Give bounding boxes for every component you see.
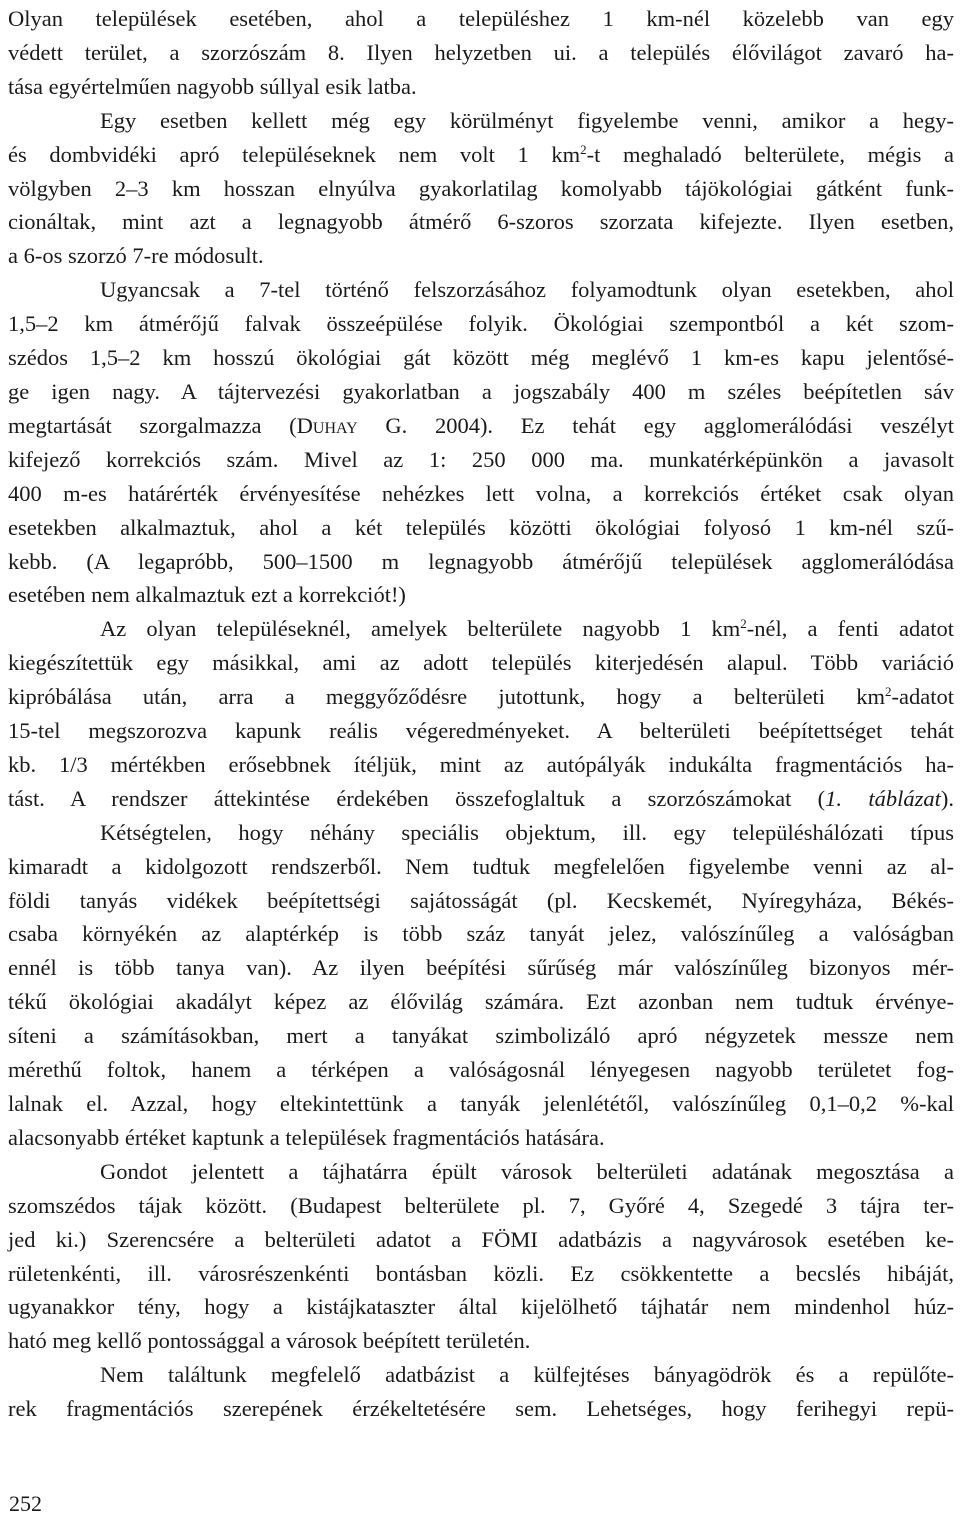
page-number: 252: [9, 1491, 42, 1516]
text-line: ge igen nagy. A tájtervezési gyakorlatban a jogszabály 400 m széles beépítetlen sáv: [8, 378, 954, 404]
text-line: csaba környékén az alaptérkép is több száz tanyát jelez, valószínűleg a valóságban: [8, 921, 954, 947]
text-line: földi tanyás vidékek beépítettségi sajátosságát (pl. Kecskemét, Nyíregyháza, Békés-: [8, 887, 954, 913]
paragraph: [8, 2, 954, 104]
paragraph: [8, 273, 954, 612]
text-line: szomszédos tájak között. (Budapest belterülete pl. 7, Győré 4, Szegedé 3 tájra ter-: [8, 1192, 954, 1218]
text-line: mérethű foltok, hanem a térképen a valóságosnál lényegesen nagyobb területet fog-: [8, 1057, 954, 1083]
text-line: Egy esetben kellett még egy körülményt figyelembe venni, amikor a hegy-: [100, 107, 954, 133]
text-line: kebb. (A legapróbb, 500–1500 m legnagyobb átmérőjű települések agglomerálódása: [8, 548, 954, 574]
text-line: kiegészítettük egy másikkal, ami az adott település kiterjedésén alapul. Több variáció: [8, 650, 954, 676]
text-line: 15-tel megszorozva kapunk reális végeredményeket. A belterületi beépítettséget tehát: [8, 718, 954, 744]
text-line: ható meg kellő pontossággal a városok beépített területén.: [8, 1328, 531, 1354]
text-line: ennél is több tanya van). Az ilyen beépítési sűrűség már valószínűleg bizonyos mér-: [8, 955, 954, 981]
text-line: 1,5–2 km átmérőjű falvak összeépülése folyik. Ökológiai szempontból a két szom-: [8, 311, 954, 337]
text-line: Gondot jelentett a tájhatárra épült városok belterületi adatának megosztása a: [100, 1158, 954, 1184]
text-line: kifejező korrekciós szám. Mivel az 1: 250 000 ma. munkatérképünkön a javasolt: [8, 446, 954, 472]
text-line: kimaradt a kidolgozott rendszerből. Nem tudtuk megfelelően figyelembe venni az al-: [8, 853, 954, 879]
text-line: Ugyancsak a 7-tel történő felszorzásához folyamodtunk olyan esetekben, ahol: [100, 277, 954, 303]
text-line: völgyben 2–3 km hosszan elnyúlva gyakorlatilag komolyabb tájökológiai gátként funk-: [8, 175, 954, 201]
paragraph: [8, 816, 954, 1155]
text-line: megtartását szorgalmazza (Duhay G. 2004). Ez tehát egy agglomerálódási veszélyt: [8, 412, 954, 438]
text-line: a 6-os szorzó 7-re módosult.: [8, 243, 264, 269]
text-line: és dombvidéki apró településeknek nem volt 1 $km^2-t$ meghaladó belterülete, mégis a: [8, 141, 954, 167]
paragraph: [8, 1358, 954, 1426]
text-line: 400 m-es határérték érvényesítése nehézkes lett volna, a korrekciós értéket csak olyan: [8, 480, 954, 506]
text-line: jed ki.) Szerencsére a belterületi adatot a FÖMI adatbázis a nagyvárosok esetében ke-: [8, 1226, 954, 1252]
text-line: alacsonyabb értéket kaptunk a települések fragmentációs hatására.: [8, 1124, 605, 1150]
text-line: tást. A rendszer áttekintése érdekében összefoglaltuk a szorzószámokat (1. táblázat).: [8, 785, 954, 811]
text-line: lalnak el. Azzal, hogy eltekintettünk a tanyák jelenlététől, valószínűleg 0,1–0,2 %-kal: [8, 1091, 954, 1116]
text-line: ugyanakkor tény, hogy a kistájkataszter által kijelölhető tájhatár nem mindenhol húz-: [8, 1294, 954, 1320]
text-line: szédos 1,5–2 km hosszú ökológiai gát között még meglévő 1 km-es kapu jelentősé-: [8, 345, 954, 371]
text-line: védett terület, a szorzószám 8. Ilyen helyzetben ui. a település élővilágot zavaró ha-: [8, 39, 954, 65]
text-line: Olyan települések esetében, ahol a településhez 1 km-nél közelebb van egy: [8, 6, 954, 31]
text-line: kb. 1/3 mértékben erősebbnek ítéljük, mint az autópályák indukálta fragmentációs ha-: [8, 751, 954, 777]
text-line: tása egyértelműen nagyobb súllyal esik latba.: [8, 73, 417, 99]
text-line: Nem találtunk megfelelő adatbázist a külfejtéses bányagödrök és a repülőte-: [100, 1362, 954, 1388]
paragraph: [8, 612, 954, 815]
text-line: cionáltak, mint azt a legnagyobb átmérő 6-szoros szorzata kifejezte. Ilyen esetben,: [8, 209, 954, 235]
text-line: rületenkénti, ill. városrészenkénti bontásban közli. Ez csökkentette a becslés hibáját,: [8, 1260, 954, 1286]
paragraph: [8, 1155, 954, 1358]
text-line: tékű ökológiai akadályt képez az élővilág számára. Ezt azonban nem tudtuk érvénye-: [8, 989, 954, 1015]
text-line: síteni a számításokban, mert a tanyákat szimbolizáló apró négyzetek messze nem: [8, 1023, 954, 1049]
text-line: esetekben alkalmaztuk, ahol a két település közötti ökológiai folyosó 1 km-nél szű-: [8, 514, 954, 540]
body-text: [8, 2, 954, 1426]
paragraph: [8, 104, 954, 274]
text-line: rek fragmentációs szerepének érzékeltetésére sem. Lehetséges, hogy ferihegyi repü-: [8, 1396, 954, 1422]
text-line: esetében nem alkalmaztuk ezt a korrekciót!): [8, 582, 406, 608]
text-line: Kétségtelen, hogy néhány speciális objektum, ill. egy településhálózati típus: [100, 819, 954, 845]
text-line: kipróbálása után, arra a meggyőződésre jutottunk, hogy a belterületi $km^2$-adatot: [8, 684, 954, 710]
text-line: Az olyan településeknél, amelyek belterülete nagyobb 1 $km^2$-nél, a fenti adatot: [100, 616, 954, 642]
